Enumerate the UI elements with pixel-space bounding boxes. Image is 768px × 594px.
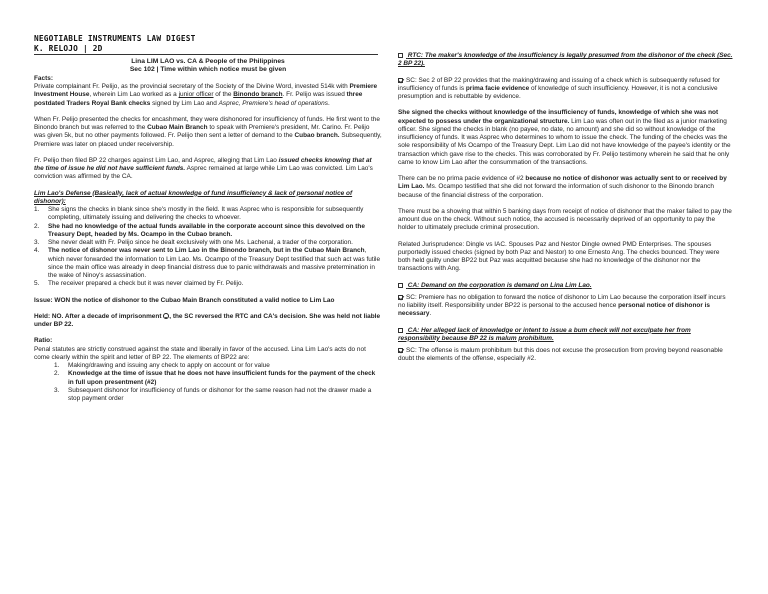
checked-box-icon xyxy=(398,78,403,83)
header-course-title: NEGOTIABLE INSTRUMENTS LAW DIGEST xyxy=(34,34,196,43)
checked-box-icon xyxy=(398,295,403,300)
defense-heading: Lim Lao's Defense (Basically, lack of actual knowledge of fund insufficiency & lack of personal notice of dishonor): xyxy=(34,189,353,205)
ca-ruling-1: CA: Demand on the corporation is demand on Lina Lim Lao. xyxy=(398,282,733,290)
rtc-ruling: RTC: The maker's knowledge of the insufficiency is legally presumed from the dishonor of the check (Sec. 2 BP 22). xyxy=(398,52,733,68)
right-column xyxy=(398,52,733,364)
defense-item: 5. The receiver prepared a check but it was never claimed by Fr. Pelijo. xyxy=(34,280,244,288)
case-topic: Sec 102 | Time within which notice must be given xyxy=(129,66,287,74)
element-item: 2. Knowledge at the time of issue that he does not have insufficient funds for the payment of the check in full upon presentment (#2) xyxy=(54,370,376,386)
checkbox-icon xyxy=(398,283,403,288)
related-jurisprudence-paragraph: Related Jurisprudence: Dingle vs IAC. Spouses Paz and Nestor Dingle owned PMD Enterprises. The spouses purportedly issued checks (signed by both Paz and Nestor) to one Ernesto Ang. The checks bounced. They were both held guilty under BP22 but Paz was acquitted because she had no knowledge of the dishonor nor the transactions with Ang. xyxy=(398,240,720,273)
header-author: K. RELOJO | 2D xyxy=(34,43,103,53)
sc-ruling-3: SC: The offense is malum prohibitum but this does not excuse the prosecution from proving beyond reasonable doubt the elements of the offense, especially #2. xyxy=(398,347,723,363)
defense-item: 4. The notice of dishonor was never sent to Lim Lao in the Binondo branch, but in the Cubao Main Branch, which never forwarded the information to Lim Lao. Ms. Ocampo of the Treasury Dept testified that such act was futile since the main office was already in deep financial distress due to panic withdrawals and massive pretermination in the wake of Ninoy's assassination. xyxy=(34,247,381,280)
facts-paragraph-1: Private complainant Fr. Pelijo, as the provincial secretary of the Society of the Divine Word, invested 514k with Premiere Investment House, wherein Lim Lao worked as a junior officer of the Binondo branch. Fr. Pelijo was issued three postdated Traders Royal Bank checks signed by Lim Lao and Asprec, Premiere's head of operations. xyxy=(34,83,378,107)
element-item: 1. Making/drawing and issuing any check to apply on account or for value xyxy=(54,362,270,370)
elements-list xyxy=(34,362,382,403)
left-column xyxy=(34,58,382,403)
defense-item: 2. She had no knowledge of the actual funds available in the corporate account since this devolved on the Treasury Dept, headed by Ms. Ocampo in the Cubao branch. xyxy=(34,222,365,238)
facts-heading: Facts: xyxy=(34,74,53,82)
document-header xyxy=(34,34,196,53)
defense-item: 3. She never dealt with Fr. Pelijo since he dealt exclusively with one Ms. Lachenal, a trader of the corporation. xyxy=(34,239,353,247)
case-parties: Lina LIM LAO vs. CA & People of the Philippines xyxy=(131,58,285,65)
defense-list xyxy=(34,206,382,289)
checkbox-icon xyxy=(398,53,403,58)
signed-without-knowledge-paragraph: She signed the checks without knowledge of the insufficiency of funds, knowledge of which she was not expected to possess under the organizational structure. Lim Lao was often out in the filed as a junior marketing officer. She signed the checks in blank (no payee, no date, no amount) and she did so without knowledge of the insufficiency of funds. It was Asprec who determines to whom to issue the check. The funding of the checks was the sole responsibility of Ms Ocampo of the Treasury Dept. Lim Lao did not have knowledge of the payee's identity or the transaction which gave rise to the checks. This was corroborated by Fr. Pelijo testimony wherein he said that he only came to know Lim Lao after the consummation of the transactions. xyxy=(398,109,731,166)
facts-paragraph-2: When Fr. Pelijo presented the checks for encashment, they were dishonored for insufficiency of funds. He first went to the Binondo branch but was referred to the Cubao Main Branch to speak with Premiere's president, Mr. Carino. Fr. Pelijo was given 5k, but no other payments followed. Fr. Pelijo then sent a letter of demand to the Cubao branch. Subsequently, Premiere was later on placed under receivership. xyxy=(34,115,382,148)
case-title xyxy=(34,58,382,75)
element-item: 3. Subsequent dishonor for insufficiency of funds or dishonor for the same reason had not the drawer made a stop payment order xyxy=(54,386,372,403)
held-statement: Held: NO. After a decade of imprisonment , the SC reversed the RTC and CA's decision. She was held not liable under BP 22. xyxy=(34,312,381,329)
showing-requirement-paragraph: There must be a showing that within 5 banking days from receipt of notice of dishonor that the maker failed to pay the amount due on the check. Without such notice, the accused is necessarily deprived of an opportunity to pay the holder to ultimately preclude criminal prosecution. xyxy=(398,207,732,232)
issue-statement: Issue: WON the notice of dishonor to the Cubao Main Branch constituted a valid notice to Lim Lao xyxy=(34,296,335,304)
ca-ruling-2: CA: Her alleged lack of knowledge or intent to issue a bum check will not exculpate her from responsibility because BP 22 is malum prohibitum. xyxy=(398,326,691,342)
no-prima-facie-paragraph: There can be no prima pacie evidence of #2 because no notice of dishonor was actually sent to or received by Lim Lao. Ms. Ocampo testified that she did not forward the information of such dishonor to the Binondo branch because of the financial distress of the corporation. xyxy=(398,175,727,199)
header-divider xyxy=(34,54,378,55)
sc-ruling-1: SC: Sec 2 of BP 22 provides that the making/drawing and issuing of a check which is subsequently refused for insufficiency of funds is prima facie evidence of knowledge of such insufficiency. However, it is not a conclusive presumption and is rebuttable by evidence. xyxy=(398,76,721,100)
facts-paragraph-3: Fr. Pelijo then filed BP 22 charges against Lim Lao, and Asprec, alleging that Lim Lao issued checks knowing that at the time of issue he did not have sufficient funds. Asprec remained at large while Lim Lao was convicted. Lim Lao's conviction was affirmed by the CA. xyxy=(34,156,373,181)
ratio-paragraph: Penal statutes are strictly construed against the state and liberally in favor of the accused. Lina Lim Lao's acts do not come clearly within the spirit and letter of BP 22. The elements of BP22 are: xyxy=(34,345,366,361)
ratio-heading: Ratio: xyxy=(34,337,53,345)
defense-item: 1. She signs the checks in blank since she's mostly in the field. It was Asprec who is responsible for subsequently completing, ultimately issuing and delivering the checks to whoever. xyxy=(34,206,364,222)
checkbox-icon xyxy=(398,328,403,333)
sc-ruling-2: SC: Premiere has no obligation to forward the notice of dishonor to Lim Lao because the corporation itself incurs no liability itself. Responsibility under BP22 is personal to the accused hence personal notice of dishonor is necessary. xyxy=(398,293,726,318)
checked-box-icon xyxy=(398,348,403,353)
